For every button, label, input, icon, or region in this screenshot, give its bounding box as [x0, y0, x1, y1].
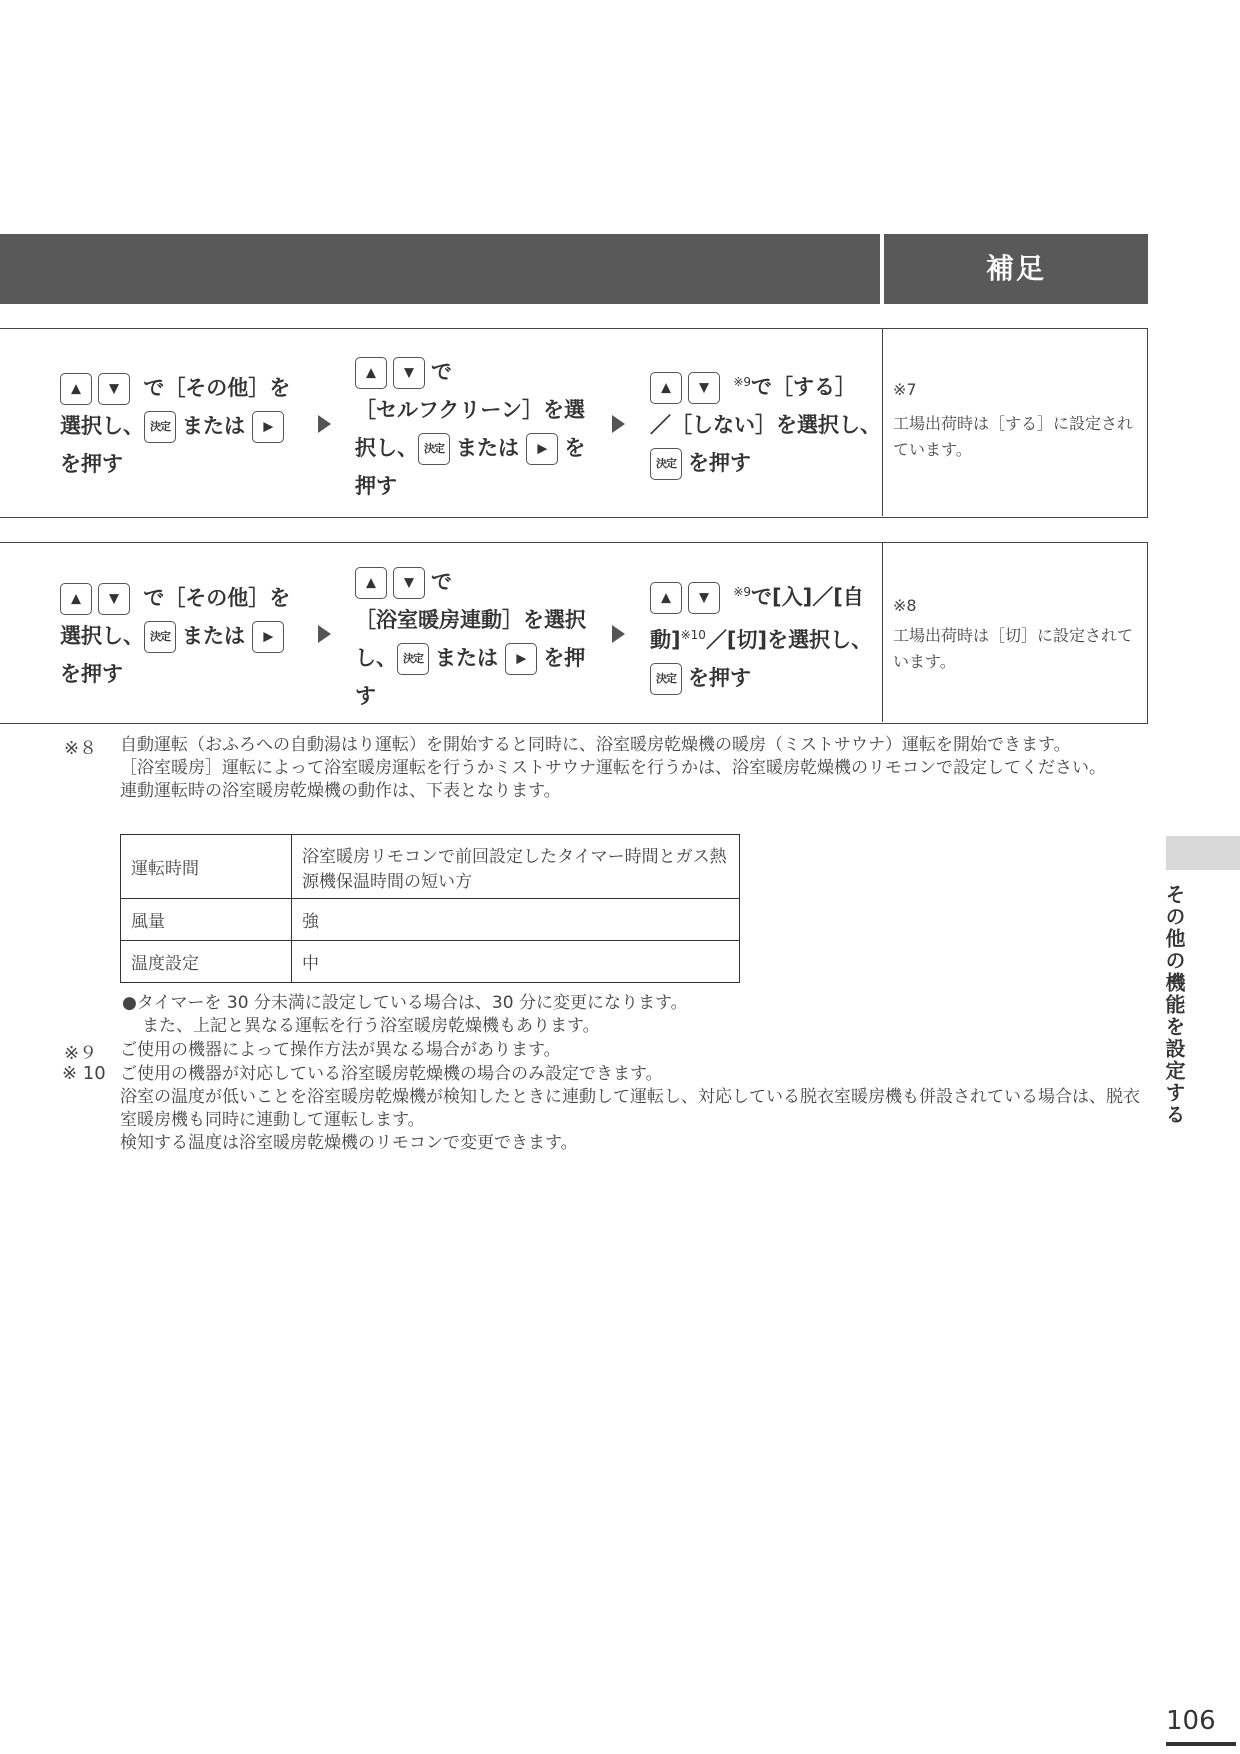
row2-supplement: ※8 工場出荷時は［切］に設定されています。 — [882, 543, 1146, 722]
down-button-icon: ▼ — [98, 373, 130, 405]
down-button-icon: ▼ — [393, 357, 425, 389]
operation-table — [120, 834, 740, 983]
header-bar — [0, 234, 880, 304]
note-10-mark: ※ 10 — [62, 1063, 106, 1084]
page-number-underline — [1166, 1742, 1236, 1746]
row1-step2: ▲ ▼ で ［セルフクリーン］を選 択し、 決定 または ▶ を 押す — [355, 353, 605, 505]
right-button-icon: ▶ — [505, 643, 537, 675]
note-8-bullet: ●タイマーを 30 分未満に設定している場合は、30 分に変更になります。 また、上記と異なる運転を行う浴室暖房乾燥機もあります。 — [122, 993, 688, 1036]
row2-step3: ▲ ▼ $^{※9}$で[入]／[自 動]$^{※10}$／[切]を選択し、 決定 を押す — [650, 573, 884, 697]
kettei-button-icon: 決定 — [418, 433, 450, 465]
up-button-icon: ▲ — [650, 582, 682, 614]
down-button-icon: ▼ — [688, 582, 720, 614]
row1-step1: ▲ ▼ で［その他］を 選択し、 決定 または ▶ を押す — [60, 369, 310, 483]
note-8-mark: ※８ — [64, 738, 98, 759]
row2-step2: ▲ ▼ で ［浴室暖房連動］を選択 し、 決定 または ▶ を押 す — [355, 563, 605, 715]
right-button-icon: ▶ — [252, 411, 284, 443]
up-button-icon: ▲ — [355, 567, 387, 599]
kettei-button-icon: 決定 — [397, 643, 429, 675]
row1-supplement: ※7 工場出荷時は［する］に設定されています。 — [882, 329, 1146, 516]
note-9-mark: ※９ — [64, 1043, 98, 1064]
kettei-button-icon: 決定 — [144, 621, 176, 653]
right-button-icon: ▶ — [252, 621, 284, 653]
down-button-icon: ▼ — [393, 567, 425, 599]
step-row-1 — [0, 328, 1148, 518]
step-arrow-icon — [318, 415, 331, 433]
up-button-icon: ▲ — [355, 357, 387, 389]
supplement-header — [884, 234, 1148, 304]
row2-step1: ▲ ▼ で［その他］を 選択し、 決定 または ▶ を押す — [60, 579, 310, 693]
kettei-button-icon: 決定 — [650, 663, 682, 695]
down-button-icon: ▼ — [688, 372, 720, 404]
up-button-icon: ▲ — [650, 372, 682, 404]
table-row: 風量 強 — [121, 899, 740, 941]
up-button-icon: ▲ — [60, 373, 92, 405]
up-button-icon: ▲ — [60, 583, 92, 615]
step-arrow-icon — [612, 625, 625, 643]
right-button-icon: ▶ — [526, 433, 558, 465]
note-8: 自動運転（おふろへの自動湯はり運転）を開始すると同時に、浴室暖房乾燥機の暖房（ミストサウナ）運転を開始できます。 ［浴室暖房］運転によって浴室暖房運転を行うかミストサウナ運転を行うかは、浴室暖房乾燥機のリモコンで設定してください。 連動運転時の浴室暖房乾燥機の動作は、下表となります。 — [120, 735, 1106, 801]
supplement-title: 補足 — [985, 252, 1046, 285]
step-row-2 — [0, 542, 1148, 724]
row1-step3: ▲ ▼ $^{※9}$で［する］ ／［しない］を選択し、 決定 を押す — [650, 363, 884, 482]
down-button-icon: ▼ — [98, 583, 130, 615]
step-arrow-icon — [318, 625, 331, 643]
note-10: ご使用の機器が対応している浴室暖房乾燥機の場合のみ設定できます。 浴室の温度が低いことを浴室暖房乾燥機が検知したときに連動して運転し、対応している脱衣室暖房機も併設されている場合は、脱衣室暖房機も同時に連動して運転します。 検知する温度は浴室暖房乾燥機のリモコンで変更できます。 — [120, 1064, 1140, 1153]
kettei-button-icon: 決定 — [650, 448, 682, 480]
side-tab-label: その他の機能を設定する — [1162, 884, 1186, 1126]
step-arrow-icon — [612, 415, 625, 433]
side-tab-block — [1166, 836, 1240, 870]
note-9: ご使用の機器によって操作方法が異なる場合があります。 — [120, 1040, 561, 1060]
table-row: 運転時間 浴室暖房リモコンで前回設定したタイマー時間とガス熱源機保温時間の短い方 — [121, 835, 740, 899]
table-row: 温度設定 中 — [121, 941, 740, 983]
kettei-button-icon: 決定 — [144, 411, 176, 443]
page-number: 106 — [1166, 1706, 1216, 1736]
